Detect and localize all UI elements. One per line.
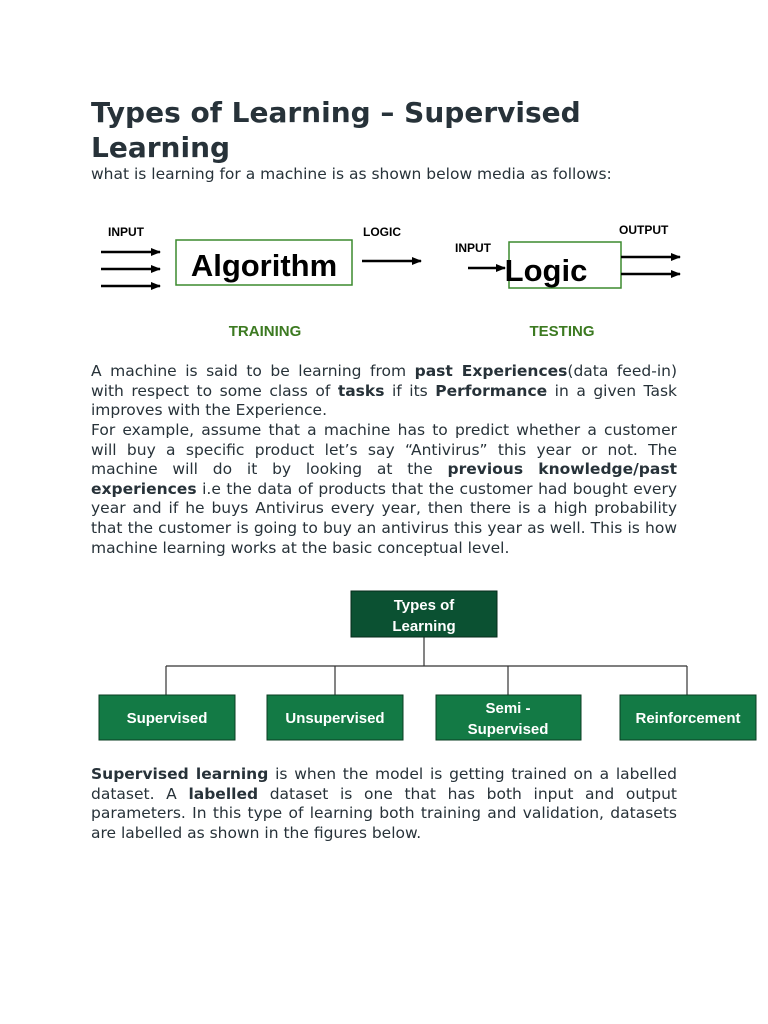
page-title: Types of Learning – Supervised Learning bbox=[91, 96, 581, 164]
definition-text: (data feed-in) with respect to some class of bbox=[91, 362, 677, 400]
algorithm-box-label: Algorithm bbox=[190, 248, 338, 283]
unsupervised-label: Unsupervised bbox=[285, 710, 385, 727]
definition-emphasis: Performance bbox=[435, 381, 548, 400]
definition-text: A machine is said to be learning from bbox=[91, 362, 415, 380]
logic-output-label: LOGIC bbox=[363, 225, 401, 239]
example-emphasis: previous knowledge/past experiences bbox=[91, 460, 677, 498]
supervised-text: is when the model is getting trained on a labelled dataset. A bbox=[91, 765, 677, 803]
supervised-node bbox=[99, 695, 235, 740]
testing-output-label: OUTPUT bbox=[619, 223, 669, 237]
example-text: For example, assume that a machine has to predict whether a customer will buy a specific product let’s say “Antivirus” this year or not. The machine will do it by looking at the bbox=[91, 421, 677, 479]
types-root-node bbox=[351, 591, 497, 637]
tree-connectors bbox=[166, 637, 687, 695]
semi-supervised-label-line2: Supervised bbox=[467, 721, 549, 738]
supervised-label: Supervised bbox=[126, 710, 208, 727]
definition-emphasis: past Experiences bbox=[414, 362, 568, 380]
semi-supervised-node bbox=[436, 695, 581, 740]
definition-paragraph bbox=[91, 362, 677, 421]
learning-process-diagram bbox=[0, 215, 768, 345]
supervised-paragraph bbox=[91, 765, 677, 843]
root-label-line2: Learning bbox=[392, 618, 456, 635]
logic-box-label: Logic bbox=[504, 253, 588, 288]
root-label-line1: Types of bbox=[393, 597, 455, 614]
definition-text: if its bbox=[384, 381, 436, 400]
unsupervised-node bbox=[267, 695, 403, 740]
reinforcement-node bbox=[620, 695, 756, 740]
supervised-emphasis: labelled bbox=[188, 784, 259, 803]
semi-supervised-label-line1: Semi - bbox=[485, 700, 531, 717]
training-input-label: INPUT bbox=[108, 225, 144, 239]
definition-text: in a given Task improves with the Experience. bbox=[91, 381, 677, 420]
testing-caption: TESTING bbox=[529, 323, 595, 340]
reinforcement-label: Reinforcement bbox=[635, 710, 741, 727]
supervised-emphasis: Supervised learning bbox=[91, 765, 269, 783]
supervised-text: dataset is one that has both input and output parameters. In this type of learning both training and validation, datasets are labelled as shown in the figures below. bbox=[91, 784, 677, 842]
training-caption: TRAINING bbox=[228, 323, 302, 340]
testing-input-label: INPUT bbox=[455, 241, 491, 255]
types-of-learning-diagram bbox=[0, 585, 768, 750]
testing-diagram bbox=[455, 223, 680, 340]
example-paragraph bbox=[91, 421, 677, 558]
definition-emphasis: tasks bbox=[337, 381, 385, 400]
training-diagram bbox=[101, 225, 421, 340]
intro-text: what is learning for a machine is as shown below media as follows: bbox=[91, 165, 612, 183]
example-text: i.e the data of products that the customer had bought every year and if he buys Antivirus every year, then there is a high probability that the customer is going to buy an antivirus this year as well. This is how machine learning works at the basic conceptual level. bbox=[91, 479, 677, 557]
